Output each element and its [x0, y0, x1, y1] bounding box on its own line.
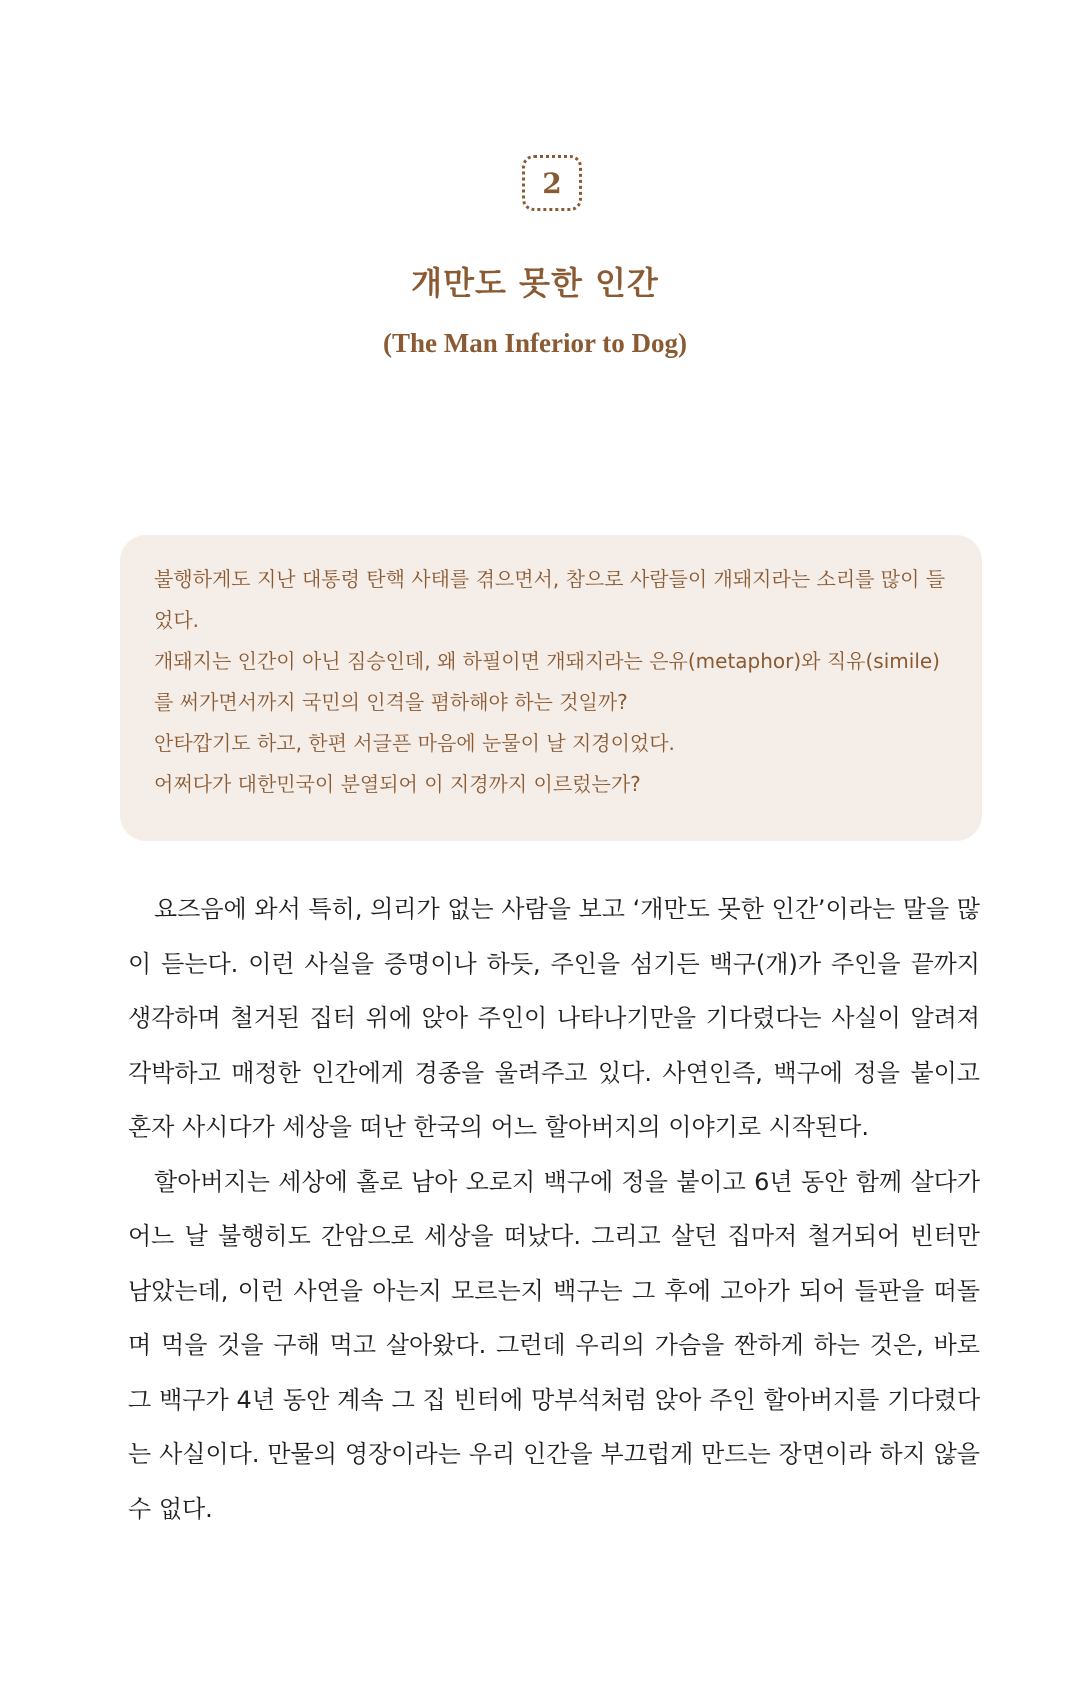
callout-line: 불행하게도 지난 대통령 탄핵 사태를 겪으면서, 참으로 사람들이 개돼지라는 소리를 많이 들었다.	[154, 567, 946, 632]
callout-line: 안타깝기도 하고, 한편 서글픈 마음에 눈물이 날 지경이었다.	[154, 731, 675, 755]
chapter-subtitle: (The Man Inferior to Dog)	[383, 328, 687, 358]
callout-line: 어쩌다가 대한민국이 분열되어 이 지경까지 이르렀는가?	[154, 772, 641, 796]
body-paragraph: 요즈음에 와서 특히, 의리가 없는 사람을 보고 ‘개만도 못한 인간’이라는 말을 많이 듣는다. 이런 사실을 증명이나 하듯, 주인을 섬기든 백구(개)가 주인을 끝까지 생각하며 철거된 집터 위에 앉아 주인이 나타나기만을 기다렸다는 사실이 알려져 각박하고 매정한 인간에게 경종을 울려주고 있다. 사연인즉, 백구에 정을 붙이고 혼자 사시다가 세상을 떠난 한국의 어느 할아버지의 이야기로 시작된다.	[128, 895, 980, 1141]
intro-callout-box	[120, 535, 982, 841]
chapter-title: 개만도 못한 인간	[411, 264, 659, 302]
body-paragraph: 할아버지는 세상에 홀로 남아 오로지 백구에 정을 붙이고 6년 동안 함께 살다가 어느 날 불행히도 간암으로 세상을 떠났다. 그리고 살던 집마저 철거되어 빈터만 남았는데, 이런 사연을 아는지 모르는지 백구는 그 후에 고아가 되어 들판을 떠돌며 먹을 것을 구해 먹고 살아왔다. 그런데 우리의 가슴을 짠하게 하는 것은, 바로 그 백구가 4년 동안 계속 그 집 빈터에 망부석처럼 앉아 주인 할아버지를 기다렸다는 사실이다. 만물의 영장이라는 우리 인간을 부끄럽게 만드는 장면이라 하지 않을 수 없다.	[128, 1167, 980, 1523]
callout-line: 개돼지는 인간이 아닌 짐승인데, 왜 하필이면 개돼지라는 은유(metaphor)와 직유(simile)를 써가면서까지 국민의 인격을 폄하해야 하는 것일까?	[154, 649, 940, 714]
chapter-number-badge	[522, 155, 582, 211]
body-text	[128, 882, 980, 1536]
chapter-number: 2	[542, 166, 562, 200]
